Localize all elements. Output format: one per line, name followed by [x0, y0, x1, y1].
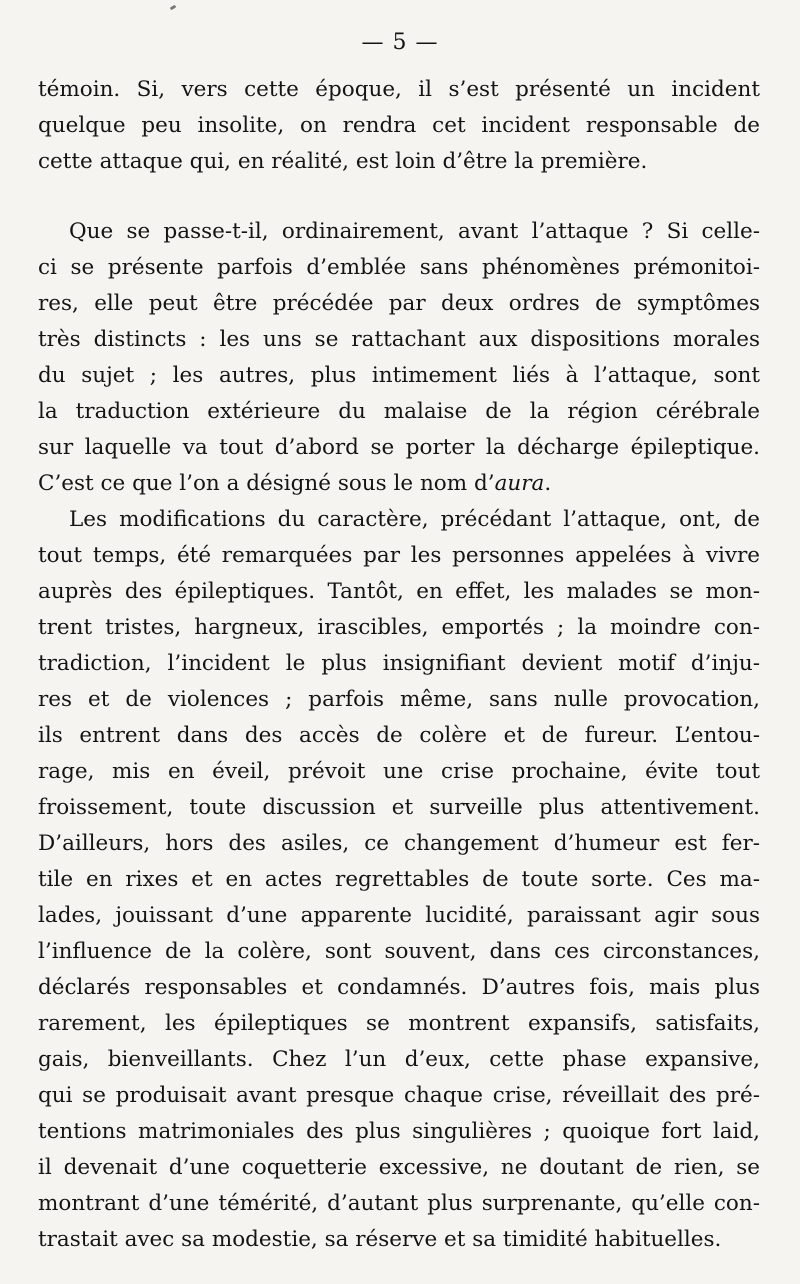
aura-term: aura [494, 471, 545, 496]
text-line: trent tristes, hargneux, irascibles, emportés ; la moindre con- [38, 615, 760, 640]
text-line: auprès des épileptiques. Tantôt, en effet, les malades se mon- [38, 579, 760, 604]
text-line: tentions matrimoniales des plus singulières ; quoique fort laid, [38, 1119, 760, 1144]
text-line: gais, bienveillants. Chez l’un d’eux, cette phase expansive, [38, 1047, 760, 1072]
aura-lead-text: C’est ce que l’on a désigné sous le nom d’ [38, 471, 495, 496]
text-line: déclarés responsables et condamnés. D’autres fois, mais plus [38, 975, 760, 1000]
text-line: Que se passe-t-il, ordinairement, avant l’attaque ? Si celle- [69, 219, 760, 244]
text-line: du sujet ; les autres, plus intimement liés à l’attaque, sont [38, 363, 760, 388]
aura-period: . [544, 471, 552, 496]
text-line: tradiction, l’incident le plus insignifiant devient motif d’inju- [38, 651, 760, 676]
text-line: rarement, les épileptiques se montrent expansifs, satisfaits, [38, 1011, 760, 1036]
text-line: tout temps, été remarquées par les personnes appelées à vivre [38, 543, 760, 568]
text-line: Les modifications du caractère, précédant l’attaque, ont, de [69, 507, 760, 532]
text-line: ci se présente parfois d’emblée sans phénomènes prémonitoi- [38, 255, 760, 280]
text-line: lades, jouissant d’une apparente lucidité, paraissant agir sous [38, 903, 760, 928]
text-line: res et de violences ; parfois même, sans nulle provocation, [38, 687, 760, 712]
paragraph-continuation [38, 72, 760, 180]
text-line: quelque peu insolite, on rendra cet incident responsable de [38, 113, 760, 138]
text-line: très distincts : les uns se rattachant aux dispositions morales [38, 327, 760, 352]
text-line: témoin. Si, vers cette époque, il s’est présenté un incident [38, 77, 760, 102]
text-line: tile en rixes et en actes regrettables de toute sorte. Ces ma- [38, 867, 760, 892]
paragraphs-main [38, 214, 760, 1258]
text-line [38, 466, 760, 502]
text-line: res, elle peut être précédée par deux ordres de symptômes [38, 291, 760, 316]
text-line: la traduction extérieure du malaise de la région cérébrale [38, 399, 760, 424]
text-line: sur laquelle va tout d’abord se porter la décharge épileptique. [38, 435, 760, 460]
text-line: l’influence de la colère, sont souvent, dans ces circonstances, [38, 939, 760, 964]
text-line: il devenait d’une coquetterie excessive, ne doutant de rien, se [38, 1155, 760, 1180]
print-speck [170, 5, 177, 11]
text-line: ils entrent dans des accès de colère et de fureur. L’entou- [38, 723, 760, 748]
text-line: trastait avec sa modestie, sa réserve et sa timidité habituelles. [38, 1227, 722, 1252]
text-line: cette attaque qui, en réalité, est loin d’être la première. [38, 149, 648, 174]
text-line: rage, mis en éveil, prévoit une crise prochaine, évite tout [38, 759, 760, 784]
text-line: froissement, toute discussion et surveille plus attentivement. [38, 795, 760, 820]
text-line: D’ailleurs, hors des asiles, ce changement d’humeur est fer- [38, 831, 760, 856]
text-line: montrant d’une témérité, d’autant plus surprenante, qu’elle con- [38, 1191, 760, 1216]
text-line: qui se produisait avant presque chaque crise, réveillait des pré- [38, 1083, 760, 1108]
page-number: — 5 — [361, 30, 439, 55]
